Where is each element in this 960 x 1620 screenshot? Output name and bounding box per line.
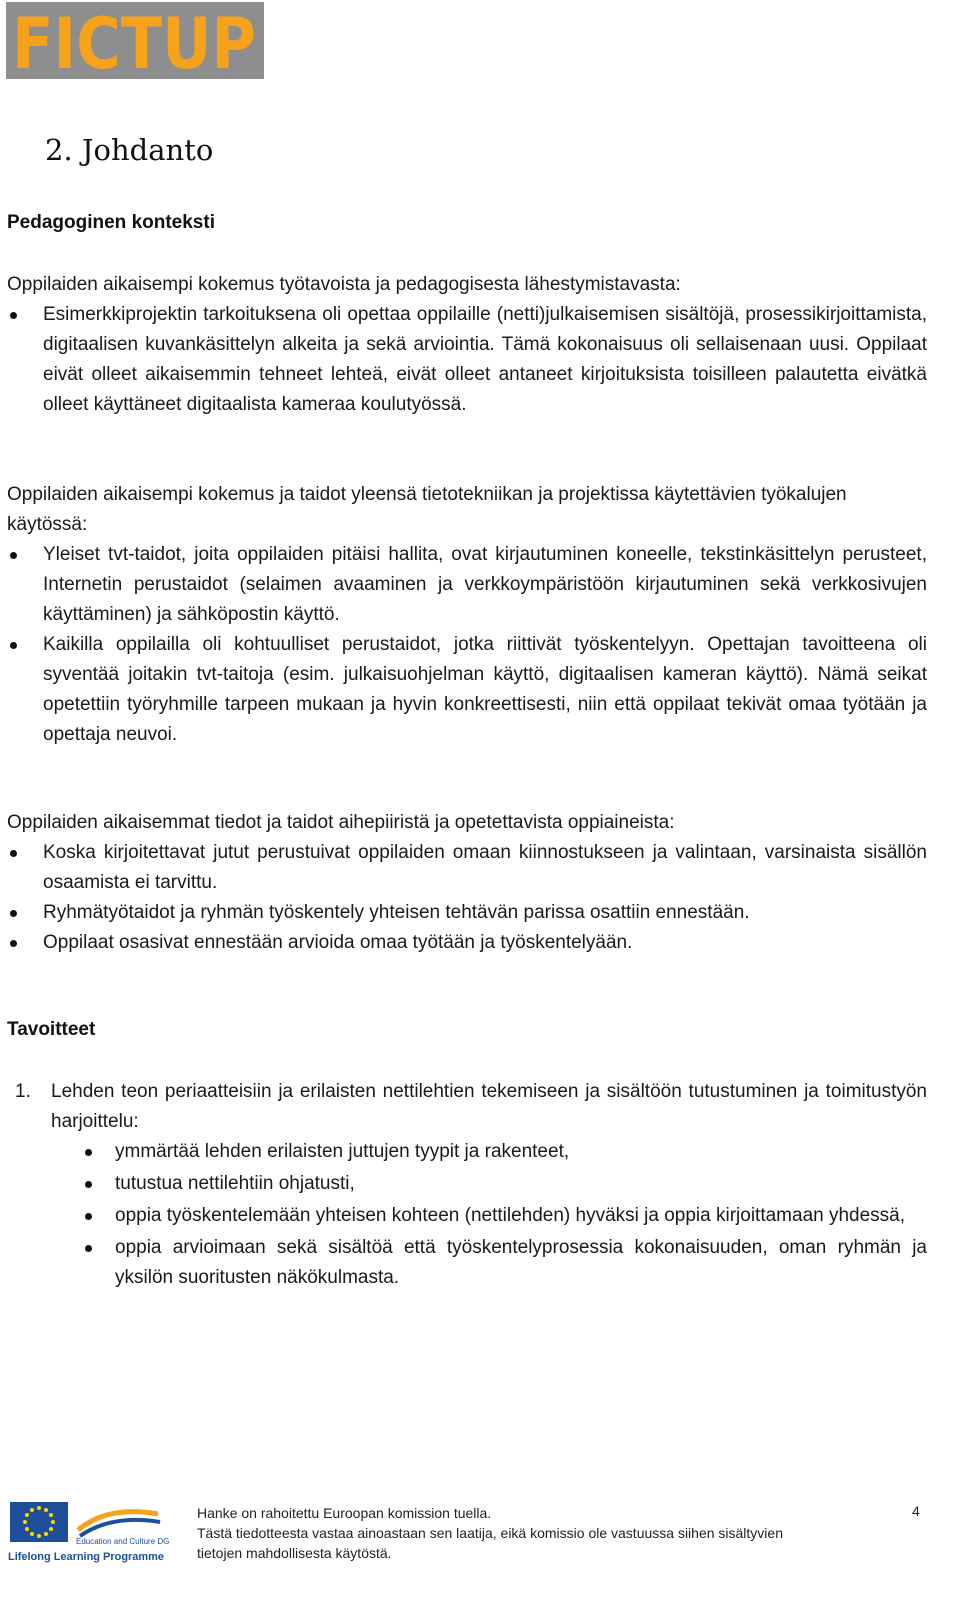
fictup-logo-text: FICTUP	[12, 3, 256, 85]
list-item: tutustua nettilehtiin ohjatusti,	[115, 1169, 927, 1199]
bullet-list-1	[7, 300, 927, 420]
education-culture-label: Education and Culture DG	[76, 1537, 170, 1546]
sub-bullet-list	[15, 1137, 927, 1293]
numbered-item-text: Lehden teon periaatteisiin ja erilaisten nettilehtien tekemiseen ja sisältöön tutustuminen ja toimitustyön harjoittelu:	[51, 1081, 927, 1132]
lifelong-learning-label: Lifelong Learning Programme	[8, 1551, 164, 1563]
footer-disclaimer	[197, 1503, 857, 1563]
list-item: Yleiset tvt-taidot, joita oppilaiden pitäisi hallita, ovat kirjautuminen koneelle, tekstinkäsittelyn perusteet, Internetin perustaidot (selaimen avaaminen ja verkkoympäristöön kirjautuminen sekä verkkosivujen käyttäminen) ja sähköpostin käyttö.	[7, 540, 927, 630]
list-item: oppia arvioimaan sekä sisältöä että työskentelyprosessia kokonaisuuden, oman ryhmän ja yksilön suoritusten näkökulmasta.	[115, 1233, 927, 1293]
list-item: ymmärtää lehden erilaisten juttujen tyypit ja rakenteet,	[115, 1137, 927, 1167]
list-item: Ryhmätyötaidot ja ryhmän työskentely yhteisen tehtävän parissa osattiin ennestään.	[7, 898, 927, 928]
footer-logos	[8, 1500, 168, 1570]
list-item: Esimerkkiprojektin tarkoituksena oli opettaa oppilaille (netti)julkaisemisen sisältöjä, prosessikirjoittamista, digitaalisen kuvankäsittelyn alkeita ja sekä arviointia. Tämä kokonaisuus oli sellaisenaan uusi. Oppilaat eivät olleet aikaisemmin tehneet lehteä, eivät olleet antaneet kirjoituksista toisilleen palautetta eivätkä olleet käyttäneet digitaalista kameraa koulutyössä.	[7, 300, 927, 420]
page-number: 4	[912, 1503, 920, 1519]
footer-line-3: tietojen mahdollisesta käytöstä.	[197, 1545, 392, 1561]
list-item: Oppilaat osasivat ennestään arvioida omaa työtään ja työskentelyään.	[7, 928, 927, 958]
paragraph-ict-skills: Oppilaiden aikaisempi kokemus ja taidot yleensä tietotekniikan ja projektissa käytettävien työkalujen käytössä:	[7, 484, 847, 535]
paragraph-subject-knowledge: Oppilaiden aikaisemmat tiedot ja taidot aihepiiristä ja opetettavista oppiaineista:	[7, 812, 675, 833]
paragraph-prior-experience: Oppilaiden aikaisempi kokemus työtavoista ja pedagogisesta lähestymistavasta:	[7, 274, 681, 295]
section-title-pedagogical-context: Pedagoginen konteksti	[7, 212, 215, 233]
footer-line-2: Tästä tiedotteesta vastaa ainoastaan sen laatija, eikä komissio ole vastuussa siihen sisältyvien	[197, 1525, 783, 1541]
fictup-logo	[6, 2, 264, 85]
list-item: Kaikilla oppilailla oli kohtuulliset perustaidot, jotka riittivät työskentelyyn. Opettajan tavoitteena oli syventää joitakin tvt-taitoja (esim. julkaisuohjelman käyttö, digitaalisen kameran käyttö). Nämä seikat opetettiin työryhmille tarpeen mukaan ja hyvin konkreettisesti, niin että oppilaat tekivät omaa työtään ja opettaja neuvoi.	[7, 630, 927, 750]
numbered-list	[15, 1077, 927, 1295]
bullet-list-3	[7, 838, 927, 958]
section-title-goals: Tavoitteet	[7, 1019, 96, 1040]
list-item: oppia työskentelemään yhteisen kohteen (nettilehden) hyväksi ja oppia kirjoittamaan yhdessä,	[115, 1201, 927, 1231]
bullet-list-2	[7, 540, 927, 750]
page-title: 2. Johdanto	[45, 133, 214, 167]
list-item: Koska kirjoitettavat jutut perustuivat oppilaiden omaan kiinnostukseen ja valintaan, varsinaista sisällön osaamista ei tarvittu.	[7, 838, 927, 898]
footer-line-1: Hanke on rahoitettu Euroopan komission tuella.	[197, 1505, 492, 1521]
list-number: 1.	[15, 1081, 31, 1102]
